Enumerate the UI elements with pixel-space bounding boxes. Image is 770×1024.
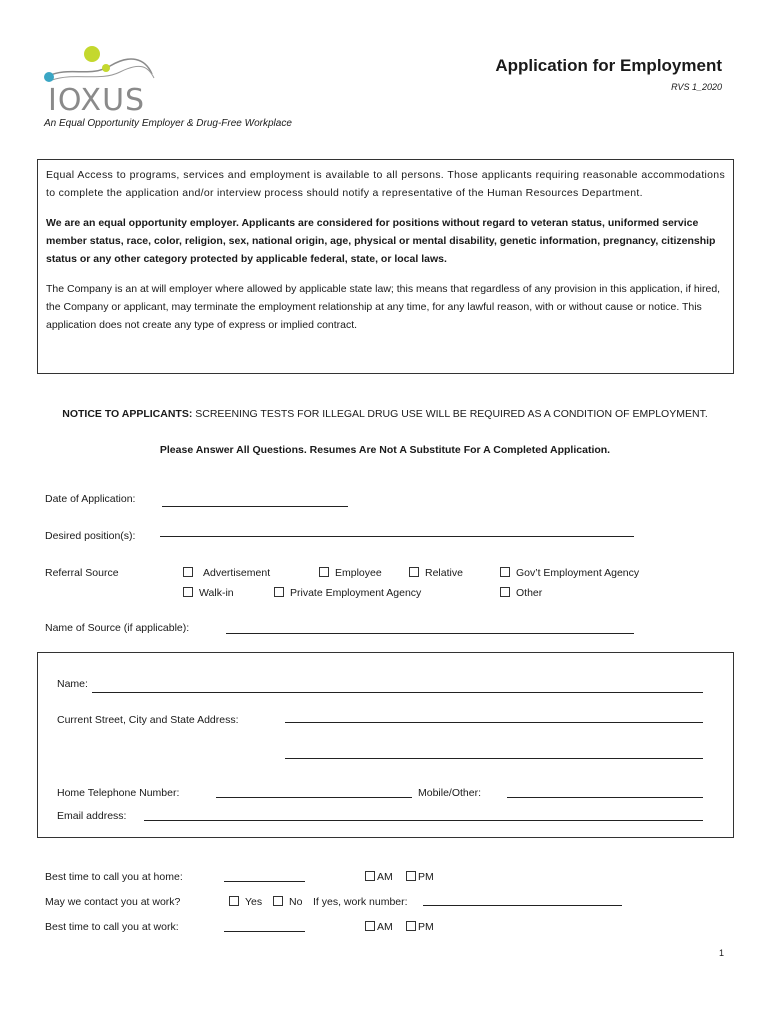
yes-label: Yes <box>245 896 263 908</box>
address-field-line2[interactable] <box>285 758 703 759</box>
address-field-line1[interactable] <box>285 722 703 723</box>
notice-label: NOTICE TO APPLICANTS: <box>62 408 193 420</box>
am-label: AM <box>377 871 393 883</box>
referral-govt-agency[interactable] <box>500 567 639 579</box>
date-of-application-label: Date of Application: <box>45 493 136 505</box>
logo-wordmark: IOXUS <box>48 83 146 116</box>
email-label: Email address: <box>57 810 127 822</box>
revision-code: RVS 1_2020 <box>671 82 722 92</box>
name-field[interactable] <box>92 692 703 693</box>
referral-option-label: Employee <box>335 567 382 579</box>
work-number-label: If yes, work number: <box>313 896 408 908</box>
company-logo <box>40 44 160 116</box>
checkbox[interactable] <box>183 587 193 597</box>
no-label: No <box>289 896 303 908</box>
work-yes-option[interactable] <box>229 896 262 908</box>
referral-private-agency[interactable] <box>274 587 421 599</box>
checkbox[interactable] <box>274 587 284 597</box>
email-field[interactable] <box>144 820 703 821</box>
referral-option-label: Relative <box>425 567 463 579</box>
home-phone-field[interactable] <box>216 797 412 798</box>
mobile-field[interactable] <box>507 797 703 798</box>
pm-label: PM <box>418 921 434 933</box>
referral-other[interactable] <box>500 587 542 599</box>
referral-advertisement[interactable] <box>183 567 270 579</box>
best-time-work-field[interactable] <box>224 931 305 932</box>
work-number-field[interactable] <box>423 905 622 906</box>
contact-at-work-label: May we contact you at work? <box>45 896 181 908</box>
at-will-paragraph: The Company is an at will employer where allowed by applicable state law; this means that regardless of any provision in this application, if hired, the Company or applicant, may terminate the employment relationship at any time, for any lawful reason, with or without cause or notice. This application does not create any type of express or implied contract. <box>46 283 721 331</box>
home-pm-option[interactable] <box>406 871 434 883</box>
equal-access-paragraph: Equal Access to programs, services and employment is available to all persons. Those applicants requiring reasonable accommodations to complete the application and/or interview process should notify a representative of the Human Resources Department. <box>46 169 725 199</box>
eeo-paragraph: We are an equal opportunity employer. Applicants are considered for positions without regard to veteran status, uniformed service member status, race, color, religion, sex, national origin, age, physical or mental disability, genetic information, pregnancy, citizenship status or any other category protected by applicable federal, state, or local laws. <box>46 217 716 265</box>
date-of-application-field[interactable] <box>162 506 348 507</box>
name-of-source-label: Name of Source (if applicable): <box>45 622 190 634</box>
referral-relative[interactable] <box>409 567 463 579</box>
referral-option-label: Gov’t Employment Agency <box>516 567 640 579</box>
tagline: An Equal Opportunity Employer & Drug-Free Workplace <box>44 118 292 129</box>
work-no-option[interactable] <box>273 896 302 908</box>
instruction-text: Please Answer All Questions. Resumes Are Not A Substitute For A Completed Application. <box>159 444 611 456</box>
checkbox[interactable] <box>273 896 283 906</box>
checkbox[interactable] <box>500 567 510 577</box>
work-pm-option[interactable] <box>406 921 434 933</box>
best-time-home-label: Best time to call you at home: <box>45 871 183 883</box>
name-of-source-field[interactable] <box>226 633 634 634</box>
am-label: AM <box>377 921 393 933</box>
personal-info-box <box>37 652 734 838</box>
home-am-option[interactable] <box>365 871 393 883</box>
page-title: Application for Employment <box>495 56 722 75</box>
checkbox[interactable] <box>229 896 239 906</box>
desired-positions-field[interactable] <box>160 536 634 537</box>
referral-option-label: Walk-in <box>199 587 234 599</box>
work-am-option[interactable] <box>365 921 393 933</box>
checkbox[interactable] <box>183 567 193 577</box>
notice-box <box>37 159 734 374</box>
referral-option-label: Advertisement <box>203 567 271 579</box>
pm-label: PM <box>418 871 434 883</box>
referral-option-label: Other <box>516 587 543 599</box>
checkbox[interactable] <box>406 921 416 931</box>
referral-walk-in[interactable] <box>183 587 234 599</box>
page-number: 1 <box>719 948 725 958</box>
checkbox[interactable] <box>500 587 510 597</box>
address-label: Current Street, City and State Address: <box>57 714 239 726</box>
mobile-label: Mobile/Other: <box>418 787 482 799</box>
checkbox[interactable] <box>365 871 375 881</box>
desired-positions-label: Desired position(s): <box>45 530 136 542</box>
checkbox[interactable] <box>365 921 375 931</box>
home-phone-label: Home Telephone Number: <box>57 787 180 799</box>
notice-to-applicants <box>0 408 770 420</box>
referral-option-label: Private Employment Agency <box>290 587 422 599</box>
checkbox[interactable] <box>319 567 329 577</box>
checkbox[interactable] <box>409 567 419 577</box>
name-label: Name: <box>57 678 88 690</box>
best-time-work-label: Best time to call you at work: <box>45 921 179 933</box>
referral-employee[interactable] <box>319 567 382 579</box>
best-time-home-field[interactable] <box>224 881 305 882</box>
notice-text: SCREENING TESTS FOR ILLEGAL DRUG USE WILL BE REQUIRED AS A CONDITION OF EMPLOYMENT. <box>195 408 708 420</box>
checkbox[interactable] <box>406 871 416 881</box>
referral-source-label: Referral Source <box>45 567 119 579</box>
